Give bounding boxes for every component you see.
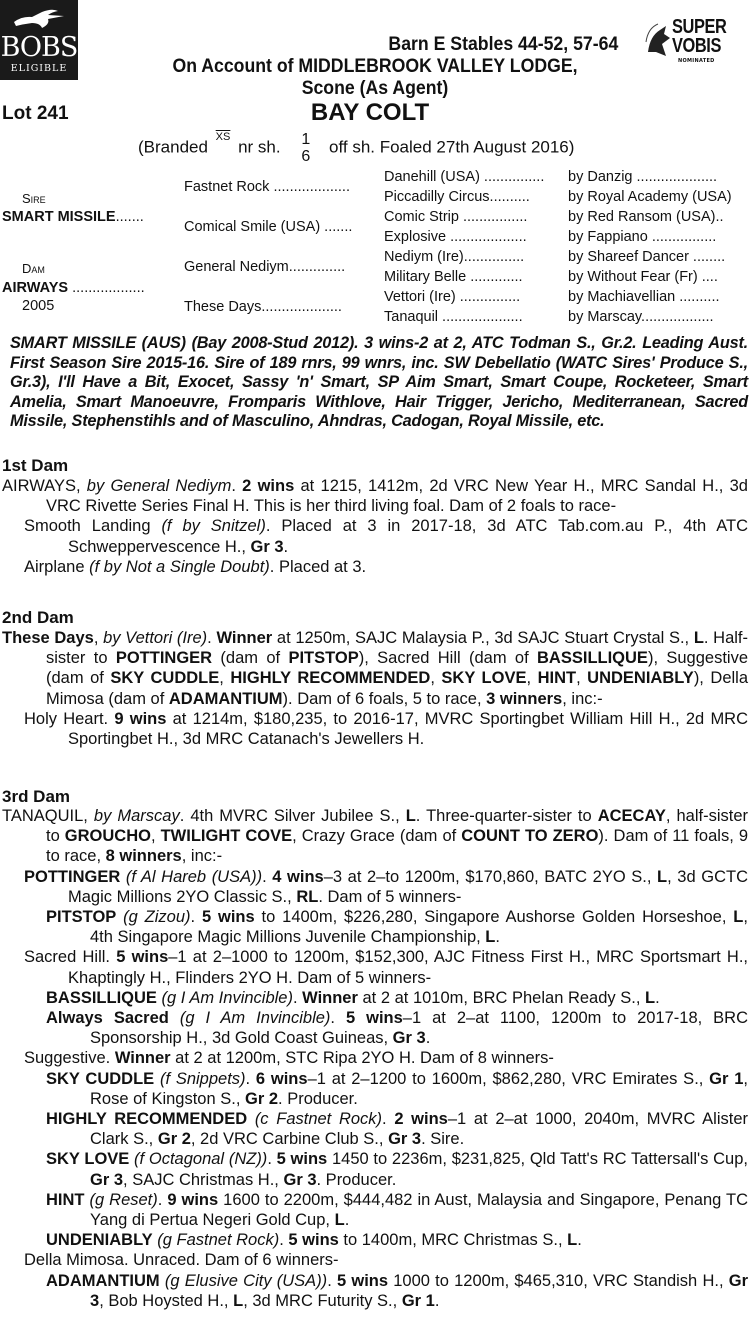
pedigree-gen3: Explosive ................... bbox=[384, 229, 527, 245]
fraction-numerator: 1 bbox=[301, 131, 311, 148]
brand-line bbox=[138, 131, 574, 165]
sire-label: Sire bbox=[22, 191, 46, 206]
horse-rider-icon bbox=[644, 22, 674, 60]
pedigree-entry: AIRWAYS, by General Nediym. 2 wins at 1215, 1412m, 2d VRC New Year H., MRC Sandal H., 3d VRC Rivette Series Final H. This is her third living foal. Dam of 2 foals to race- bbox=[2, 477, 748, 516]
sire-name: SMART MISSILE....... bbox=[2, 209, 144, 225]
pedigree-entry: Suggestive. Winner at 2 at 1200m, STC Ripa 2YO H. Dam of 8 winners- bbox=[24, 1049, 554, 1068]
section-heading-3rd-dam: 3rd Dam bbox=[2, 787, 71, 806]
pedigree-gen3: Piccadilly Circus.......... bbox=[384, 189, 530, 205]
logo-super-text: SUPER bbox=[672, 16, 727, 38]
logo-eligible-text: ELIGIBLE bbox=[10, 63, 68, 74]
logo-vobis-text: VOBIS bbox=[672, 35, 721, 57]
pedigree-entry: ADAMANTIUM (g Elusive City (USA)). 5 wins 1000 to 1200m, $465,310, VRC Standish H., Gr 3, Bob Hoysted H., L, 3d MRC Futurity S., Gr 1. bbox=[46, 1271, 748, 1310]
pedigree-entry: PITSTOP (g Zizou). 5 wins to 1400m, $226,280, Singapore Aushorse Golden Horseshoe, L, 4th Singapore Magic Millions Juvenile Championship, L. bbox=[46, 908, 748, 947]
pedigree-gen2: General Nediym.............. bbox=[184, 259, 346, 275]
pedigree-gen4: by Shareef Dancer ........ bbox=[568, 249, 726, 265]
pedigree-gen3: Comic Strip ................ bbox=[384, 209, 528, 225]
pedigree-gen3: Danehill (USA) ............... bbox=[384, 169, 545, 185]
bobs-eligible-logo bbox=[0, 0, 78, 80]
pedigree-entry: BASSILLIQUE (g I Am Invincible). Winner at 2 at 1010m, BRC Phelan Ready S., L. bbox=[46, 988, 660, 1007]
pedigree-entry: HINT (g Reset). 9 wins 1600 to 2200m, $444,482 in Aust, Malaysia and Singapore, Penang TC Yang di Pertua Negeri Gold Cup, L. bbox=[46, 1190, 748, 1230]
pedigree-gen4: by Without Fear (Fr) .... bbox=[568, 269, 718, 285]
fraction-denominator: 6 bbox=[301, 148, 311, 165]
pedigree-gen2: These Days.................... bbox=[184, 299, 342, 315]
pedigree-entry: Holy Heart. 9 wins at 1214m, $180,235, to 2016-17, MVRC Sportingbet William Hill H., 2d MRC Sportingbet H., 3d MRC Catanach's Jewellers H. bbox=[24, 709, 749, 749]
logo-nominated-text: NOMINATED bbox=[678, 58, 715, 64]
brand-mid: nr sh. bbox=[238, 137, 281, 157]
pedigree-entry: POTTINGER (f Al Hareb (USA)). 4 wins–3 at 2–to 1200m, $170,860, BATC 2YO S., L, 3d GCTC Magic Millions 2YO Classic S., RL. Dam of 5 winners- bbox=[24, 867, 748, 906]
pedigree-gen3: Nediym (Ire)............... bbox=[384, 249, 525, 265]
vendor-line: On Account of MIDDLEBROOK VALLEY LODGE, bbox=[172, 56, 578, 77]
dam-name: AIRWAYS .................. bbox=[2, 280, 145, 296]
pedigree-entry: SKY CUDDLE (f Snippets). 6 wins–1 at 2–1200 to 1600m, $862,280, VRC Emirates S., Gr 1, Rose of Kingston S., Gr 2. Producer. bbox=[46, 1069, 748, 1108]
pedigree-gen3: Vettori (Ire) ............... bbox=[384, 289, 521, 305]
vendor-location: Scone (As Agent) bbox=[301, 78, 449, 99]
pedigree-entry: Sacred Hill. 5 wins–1 at 2–1000 to 1200m, $152,300, AJC Fitness First H., MRC Sportsmart H., Khaptingly H., Flinders 2YO H. Dam of 5 winners- bbox=[24, 948, 748, 987]
page-title: BAY COLT bbox=[310, 99, 430, 126]
pedigree-entry: Smooth Landing (f by Snitzel). Placed at 3 in 2017-18, 3d ATC Tab.com.au P., 4th ATC Schweppervescence H., Gr 3. bbox=[24, 517, 748, 556]
pedigree-gen2: Comical Smile (USA) ....... bbox=[184, 219, 353, 235]
pedigree-gen4: by Fappiano ................ bbox=[568, 229, 717, 245]
pedigree-gen4: by Marscay.................. bbox=[568, 309, 714, 325]
logo-bobs-text: BOBS bbox=[0, 32, 78, 63]
pedigree-entry: TANAQUIL, by Marscay. 4th MVRC Silver Jubilee S., L. Three-quarter-sister to ACECAY, half-sister to GROUCHO, TWILIGHT COVE, Crazy Grace (dam of COUNT TO ZERO). Dam of 11 foals, 9 to race, 8 winners, inc:- bbox=[2, 807, 749, 866]
pedigree-gen2: Fastnet Rock ................... bbox=[184, 179, 350, 195]
pedigree-entry: These Days, by Vettori (Ire). Winner at 1250m, SAJC Malaysia P., 3d SAJC Stuart Crystal S., L. Half-sister to POTTINGER (dam of PITSTOP), Sacred Hill (dam of BASSILLIQUE), Suggestive (dam of SKY CUDDLE, HIGHLY RECOMMENDED, SKY LOVE, HINT, UNDENIABLY), Della Mimosa (dam of ADAMANTIUM). Dam of 6 foals, 5 to race, 3 winners, inc:- bbox=[2, 629, 748, 708]
pedigree-gen4: by Danzig .................... bbox=[568, 169, 718, 185]
section-heading-1st-dam: 1st Dam bbox=[2, 456, 69, 475]
pedigree-entry: Della Mimosa. Unraced. Dam of 6 winners- bbox=[24, 1251, 339, 1270]
pedigree-entry: HIGHLY RECOMMENDED (c Fastnet Rock). 2 wins–1 at 2–at 1000, 2040m, MVRC Alister Clark S., Gr 2, 2d VRC Carbine Club S., Gr 3. Sire. bbox=[46, 1110, 748, 1149]
brand-mark-icon: $\overline{XS}$ bbox=[215, 131, 231, 143]
dam-year: 2005 bbox=[22, 298, 55, 314]
pedigree-entry: SKY LOVE (f Octagonal (NZ)). 5 wins 1450 to 2236m, $231,825, Qld Tatt's RC Tattersall's Cup, Gr 3, SAJC Christmas H., Gr 3. Producer. bbox=[46, 1150, 748, 1189]
brand-fraction bbox=[301, 131, 310, 165]
lot-number: Lot 241 bbox=[2, 103, 69, 124]
brand-suffix: off sh. Foaled 27th August 2016) bbox=[329, 137, 575, 157]
pedigree-gen4: by Royal Academy (USA) bbox=[568, 189, 732, 205]
pedigree-gen4: by Machiavellian .......... bbox=[568, 289, 720, 305]
section-heading-2nd-dam: 2nd Dam bbox=[2, 608, 74, 627]
pedigree-entry: Always Sacred (g I Am Invincible). 5 wins–1 at 2–at 1100, 1200m to 2017-18, BRC Sponsorship H., 3d Gold Coast Guineas, Gr 3. bbox=[46, 1009, 749, 1048]
pedigree-entry: UNDENIABLY (g Fastnet Rock). 5 wins to 1400m, MRC Christmas S., L. bbox=[46, 1231, 582, 1250]
pedigree-gen3: Military Belle ............. bbox=[384, 269, 523, 285]
pedigree-entry: Airplane (f by Not a Single Doubt). Placed at 3. bbox=[24, 557, 367, 576]
brand-prefix: (Branded bbox=[138, 137, 208, 157]
pedigree-gen4: by Red Ransom (USA).. bbox=[568, 209, 724, 225]
pedigree-gen3: Tanaquil .................... bbox=[384, 309, 523, 325]
dam-label: Dam bbox=[22, 261, 45, 276]
sire-summary: SMART MISSILE (AUS) (Bay 2008-Stud 2012). 3 wins-2 at 2, ATC Todman S., Gr.2. Leading Aust. First Season Sire 2015-16. Sire of 189 rnrs, 99 wnrs, inc. SW Debellatio (WATC Sires' Produce S., Gr.3), I'll Have a Bit, Exocet, Sassy 'n' Smart, SP Aim Smart, Smart Coupe, Rocketeer, Smart Amelia, Smart Manoeuvre, Fromparis Withlove, Hair Trigger, Jericho, Mediterranean, Sacred Missile, Stephenstihls and of Masculino, Ahndras, Cadogan, Royal Missile, etc. bbox=[10, 334, 748, 431]
super-vobis-logo bbox=[640, 16, 730, 74]
horse-head-icon bbox=[12, 8, 66, 30]
barn-stables: Barn E Stables 44-52, 57-64 bbox=[388, 34, 619, 55]
